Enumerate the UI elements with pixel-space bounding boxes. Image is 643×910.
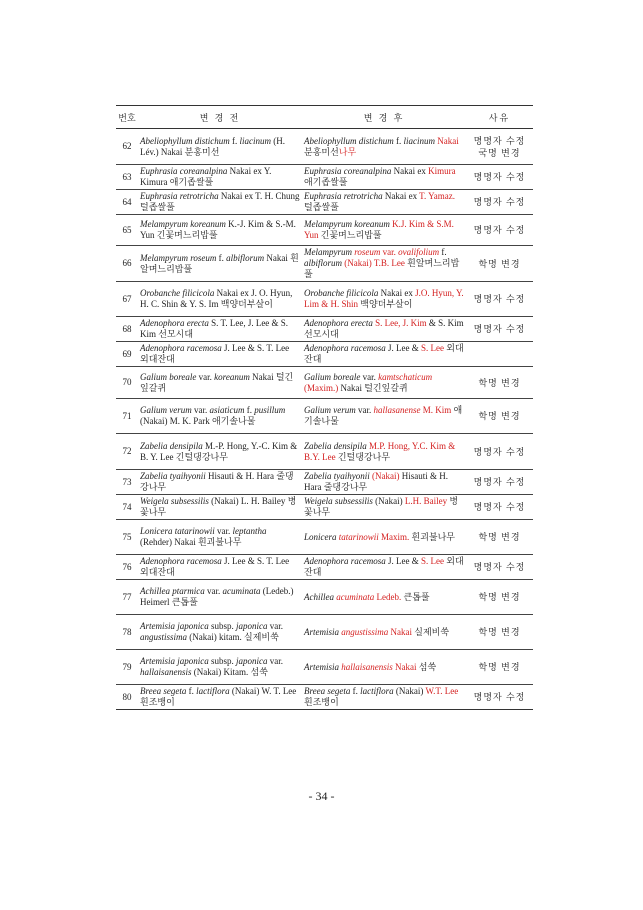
name-text: acuminata bbox=[222, 586, 261, 596]
changed-text: hallasanense bbox=[373, 405, 421, 415]
name-text: Abeliophyllum distichum bbox=[304, 135, 394, 146]
name-text: Lonicera tatarinowii bbox=[140, 526, 215, 536]
name-text: Abeliophyllum distichum bbox=[140, 135, 230, 146]
row-number: 78 bbox=[116, 615, 138, 650]
changed-text: S. Lee bbox=[421, 556, 444, 566]
after-name bbox=[302, 215, 466, 246]
reason-text: 명명자 수정 bbox=[473, 172, 526, 182]
after-name bbox=[302, 555, 466, 580]
changed-text: ovalifolium bbox=[398, 247, 440, 257]
row-number: 80 bbox=[116, 685, 138, 710]
before-name bbox=[138, 215, 302, 246]
name-text: Galium verum bbox=[140, 405, 192, 415]
table-row bbox=[116, 399, 533, 434]
name-text: var. bbox=[191, 405, 210, 415]
table-row bbox=[116, 342, 533, 367]
row-number: 74 bbox=[116, 495, 138, 520]
name-text: Artemisia japonica bbox=[140, 621, 209, 631]
changed-text: J.O. Hyun, Y. Lim & H. Shin bbox=[304, 288, 464, 309]
table-row bbox=[116, 495, 533, 520]
reason-text: 학명 변경 bbox=[478, 627, 521, 637]
name-text: Zabelia densipila bbox=[140, 440, 203, 451]
after-name bbox=[302, 367, 466, 399]
name-text: 외대잔대 bbox=[304, 343, 464, 364]
reason-cell bbox=[466, 215, 533, 246]
reason-cell bbox=[466, 685, 533, 710]
changed-text: Maxim. bbox=[381, 531, 410, 542]
after-name bbox=[302, 650, 466, 685]
changed-text: var. bbox=[380, 247, 399, 257]
changed-text: (Maxim.) bbox=[304, 382, 339, 393]
after-name bbox=[302, 342, 466, 367]
name-text: f. bbox=[439, 247, 447, 257]
table-row bbox=[116, 246, 533, 282]
name-text: pusillum bbox=[254, 405, 286, 415]
name-text: Adenophora erecta bbox=[304, 318, 373, 328]
name-text: (Nakai) Kitam. 섬쑥 bbox=[191, 667, 268, 677]
name-text: japonica bbox=[236, 621, 268, 631]
name-text: Adenophora erecta bbox=[140, 318, 209, 328]
name-text: 흰괴불나무 bbox=[409, 531, 455, 542]
before-name bbox=[138, 246, 302, 282]
name-text: J. Lee & bbox=[385, 556, 421, 566]
name-text: Artemisia bbox=[304, 626, 342, 637]
reason-cell bbox=[466, 650, 533, 685]
name-text: & S. Kim 선모시대 bbox=[304, 318, 464, 339]
name-text: Euphrasia retrotricha bbox=[304, 191, 383, 201]
row-number: 76 bbox=[116, 555, 138, 580]
name-text: (H. Lév.) Nakai 분홍미선 bbox=[140, 135, 285, 157]
name-text: lactiflora bbox=[196, 686, 230, 696]
changed-text: S. Lee bbox=[421, 343, 444, 353]
row-number: 64 bbox=[116, 190, 138, 215]
name-text: M.-P. Hong, Y.-C. Kim & B. Y. Lee 긴털댕강나무 bbox=[140, 440, 298, 462]
reason-text: 명명자 수정 bbox=[473, 225, 526, 235]
name-text: J. Lee & S. T. Lee 외대잔대 bbox=[140, 556, 290, 577]
header-after: 변 경 후 bbox=[302, 106, 466, 129]
reason-cell bbox=[466, 470, 533, 495]
name-text: f. bbox=[350, 686, 361, 696]
name-text: subsp. bbox=[208, 656, 237, 666]
name-text: K.-J. Kim & S.-M. Yun 긴꽃며느리밥풀 bbox=[140, 219, 296, 240]
name-text: 분홍미선 bbox=[304, 146, 339, 157]
name-text: f. bbox=[393, 135, 404, 146]
name-text: J. Lee & S. T. Lee 외대잔대 bbox=[140, 343, 290, 364]
name-text: (Nakai) W. T. Lee 흰조뱅이 bbox=[140, 686, 297, 707]
changed-text: acuminata bbox=[336, 591, 375, 602]
name-text: Zabelia densipila bbox=[304, 440, 367, 451]
name-text: Achillea ptarmica bbox=[140, 586, 205, 596]
changed-text: kamtschaticum bbox=[378, 371, 433, 382]
row-number: 70 bbox=[116, 367, 138, 399]
name-text: angustissima bbox=[140, 632, 188, 642]
before-name bbox=[138, 129, 302, 165]
reason-text: 학명 변경 bbox=[478, 592, 521, 602]
table-row bbox=[116, 580, 533, 615]
after-name bbox=[302, 190, 466, 215]
changed-text: (Nakai) T.B. Lee bbox=[344, 258, 405, 268]
name-text: Euphrasia coreanalpina bbox=[304, 166, 392, 176]
name-text: japonica bbox=[236, 656, 268, 666]
reason-cell bbox=[466, 342, 533, 367]
reason-text: 명명자 수정 bbox=[473, 294, 526, 304]
changed-text: hallaisanensis bbox=[341, 661, 393, 672]
name-text: 애기좁쌀풀 bbox=[304, 177, 348, 187]
name-text: 실제비쑥 bbox=[412, 626, 450, 637]
name-text: Galium verum bbox=[304, 405, 356, 415]
before-name bbox=[138, 342, 302, 367]
changed-text: 나무 bbox=[338, 146, 357, 157]
name-text: f. bbox=[186, 686, 197, 696]
after-name bbox=[302, 399, 466, 434]
table-row bbox=[116, 190, 533, 215]
reason-cell bbox=[466, 282, 533, 317]
table-row bbox=[116, 470, 533, 495]
table-row bbox=[116, 165, 533, 190]
name-text: var. bbox=[267, 656, 284, 666]
reason-cell bbox=[466, 246, 533, 282]
name-text: Achillea bbox=[304, 591, 337, 602]
name-text: koreanum bbox=[214, 371, 250, 382]
row-number: 73 bbox=[116, 470, 138, 495]
name-text: 흰알며느리밥풀 bbox=[304, 258, 460, 279]
reason-cell bbox=[466, 367, 533, 399]
name-text: Galium boreale bbox=[304, 371, 361, 382]
name-text: Artemisia bbox=[304, 661, 342, 672]
name-text: Nakai 흰알며느리밥풀 bbox=[140, 252, 299, 274]
table-row bbox=[116, 555, 533, 580]
row-number: 77 bbox=[116, 580, 138, 615]
reason-text: 명명자 수정 bbox=[473, 502, 526, 512]
before-name bbox=[138, 580, 302, 615]
name-text: J. Lee & bbox=[385, 343, 421, 353]
name-text: 긴꽃며느리밥풀 bbox=[318, 230, 382, 240]
row-number: 72 bbox=[116, 434, 138, 470]
name-text: Melampyrum bbox=[304, 247, 355, 257]
after-name bbox=[302, 165, 466, 190]
reason-text: 명명자 수정 bbox=[473, 324, 526, 334]
after-name bbox=[302, 129, 466, 165]
row-number: 66 bbox=[116, 246, 138, 282]
name-text: 긴털댕강나무 bbox=[335, 451, 391, 462]
table-header-row bbox=[116, 106, 533, 129]
changed-text: T. Yamaz. bbox=[419, 191, 456, 201]
name-text: 흰조뱅이 bbox=[304, 697, 339, 707]
name-text: var. bbox=[204, 586, 223, 596]
name-text: (Nakai) bbox=[372, 496, 405, 506]
name-text: 큰톱풀 bbox=[401, 591, 430, 602]
name-text: 백양더부살이 bbox=[358, 299, 413, 309]
name-text: hallaisanensis bbox=[140, 667, 192, 677]
name-text: Weigela subsessilis bbox=[140, 496, 209, 506]
row-number: 69 bbox=[116, 342, 138, 367]
name-text: (Nakai) M. K. Park 애기솔나물 bbox=[140, 416, 256, 426]
after-name bbox=[302, 470, 466, 495]
name-text: 병꽃나무 bbox=[304, 496, 459, 517]
reason-text: 명명자 수정 bbox=[473, 692, 526, 702]
name-text: Melampyrum roseum bbox=[140, 252, 217, 263]
reason-cell bbox=[466, 190, 533, 215]
changed-text: angustissima bbox=[341, 626, 389, 637]
before-name bbox=[138, 495, 302, 520]
name-text: Zabelia tyaihyonii bbox=[304, 471, 370, 481]
name-text: (Nakai) L. H. Bailey 병꽃나무 bbox=[140, 496, 297, 517]
changed-text: (Nakai) bbox=[372, 471, 400, 481]
changed-text: Nakai bbox=[390, 626, 413, 637]
reason-text: 명명자 수정 bbox=[473, 562, 526, 572]
changed-text: S. Lee, J. Kim bbox=[375, 318, 427, 328]
name-text: f. bbox=[216, 252, 227, 263]
name-text: 섬쑥 bbox=[416, 661, 437, 672]
name-text: Nakai 털긴잎갈퀴 bbox=[140, 371, 294, 393]
name-text: Nakai ex T. H. Chung 털좁쌀풀 bbox=[140, 191, 300, 212]
row-number: 62 bbox=[116, 129, 138, 165]
name-text: 털좁쌀풀 bbox=[304, 202, 339, 212]
before-name bbox=[138, 615, 302, 650]
before-name bbox=[138, 399, 302, 434]
name-text: Nakai 털긴잎갈퀴 bbox=[338, 382, 408, 393]
name-text: Adenophora racemosa bbox=[304, 556, 386, 566]
name-text: albiflorum bbox=[226, 252, 265, 263]
reason-text: 명명자 수정 bbox=[473, 446, 526, 457]
table-row bbox=[116, 615, 533, 650]
name-text: lactiflora bbox=[360, 686, 394, 696]
row-number: 65 bbox=[116, 215, 138, 246]
after-name bbox=[302, 580, 466, 615]
name-text: Galium boreale bbox=[140, 371, 197, 382]
table-row bbox=[116, 650, 533, 685]
name-text: Orobanche filicicola bbox=[304, 288, 379, 298]
header-before: 변 경 전 bbox=[138, 106, 302, 129]
table-row bbox=[116, 282, 533, 317]
name-text: var. bbox=[267, 621, 284, 631]
name-text: var. bbox=[355, 405, 374, 415]
before-name bbox=[138, 190, 302, 215]
row-number: 71 bbox=[116, 399, 138, 434]
after-name bbox=[302, 434, 466, 470]
reason-cell bbox=[466, 615, 533, 650]
name-text: albiflorum bbox=[304, 258, 343, 268]
changed-text: tatarinowii bbox=[338, 531, 379, 542]
changed-text: M.P. Hong, Y.C. Kim & B.Y. Lee bbox=[304, 440, 456, 462]
name-text: liacinum bbox=[239, 135, 271, 146]
changed-text: roseum bbox=[354, 247, 381, 257]
reason-text: 국명 변경 bbox=[478, 147, 521, 158]
changed-text: K.J. Kim & S.M. Yun bbox=[304, 219, 454, 240]
reason-text: 명명자 수정 bbox=[473, 197, 526, 207]
name-text: (Rehder) Nakai 흰괴불나무 bbox=[140, 537, 242, 547]
changed-text: Nakai bbox=[437, 135, 459, 146]
name-text: Breea segeta bbox=[304, 686, 351, 696]
changed-text: Nakai bbox=[395, 661, 417, 672]
before-name bbox=[138, 165, 302, 190]
name-text: Melampyrum koreanum bbox=[304, 219, 390, 229]
row-number: 67 bbox=[116, 282, 138, 317]
name-text: Melampyrum koreanum bbox=[140, 219, 226, 229]
name-text: liacinum bbox=[403, 135, 435, 146]
reason-cell bbox=[466, 520, 533, 555]
reason-cell bbox=[466, 165, 533, 190]
name-text: asiaticum bbox=[209, 405, 245, 415]
row-number: 63 bbox=[116, 165, 138, 190]
row-number: 75 bbox=[116, 520, 138, 555]
name-text: (Nakai) bbox=[393, 686, 426, 696]
name-text: (Nakai) kitam. 실제비쑥 bbox=[187, 632, 279, 642]
changed-text: Ledeb. bbox=[376, 591, 402, 602]
after-name bbox=[302, 685, 466, 710]
changed-text: Kimura bbox=[428, 166, 456, 176]
name-text: Zabelia tyaihyonii bbox=[140, 471, 206, 481]
reason-text: 학명 변경 bbox=[478, 662, 521, 672]
name-text: var. bbox=[214, 526, 233, 536]
reason-cell bbox=[466, 434, 533, 470]
before-name bbox=[138, 317, 302, 342]
reason-cell bbox=[466, 399, 533, 434]
before-name bbox=[138, 434, 302, 470]
reason-text: 학명 변경 bbox=[478, 377, 521, 388]
before-name bbox=[138, 470, 302, 495]
name-text: var. bbox=[196, 371, 215, 382]
reason-text: 명명자 수정 bbox=[473, 135, 526, 146]
reason-text: 명명자 수정 bbox=[473, 477, 526, 487]
reason-cell bbox=[466, 317, 533, 342]
after-name bbox=[302, 317, 466, 342]
name-text: 애기솔나물 bbox=[304, 405, 463, 426]
after-name bbox=[302, 520, 466, 555]
table-row bbox=[116, 215, 533, 246]
changed-text: W.T. Lee bbox=[425, 686, 459, 696]
name-text: Nakai ex J. O. Hyun, H. C. Shin & Y. S. Im 백양더부살이 bbox=[140, 288, 293, 309]
before-name bbox=[138, 367, 302, 399]
name-text: Weigela subsessilis bbox=[304, 496, 373, 506]
before-name bbox=[138, 282, 302, 317]
after-name bbox=[302, 246, 466, 282]
page-number: - 34 - bbox=[308, 789, 335, 803]
name-text: 외대잔대 bbox=[304, 556, 464, 577]
name-text: Adenophora racemosa bbox=[140, 556, 222, 566]
name-text: Nakai ex bbox=[391, 166, 429, 176]
changed-text: L.H. Bailey bbox=[404, 496, 448, 506]
name-text: Adenophora racemosa bbox=[304, 343, 386, 353]
name-text: Orobanche filicicola bbox=[140, 288, 215, 298]
name-text: Hisauti & H. Hara 줄댕강나무 bbox=[140, 471, 294, 492]
table-row bbox=[116, 520, 533, 555]
reason-cell bbox=[466, 129, 533, 165]
name-text: Breea segeta bbox=[140, 686, 187, 696]
table-row bbox=[116, 367, 533, 399]
table-row bbox=[116, 129, 533, 165]
header-number: 번호 bbox=[116, 106, 138, 129]
table-row bbox=[116, 685, 533, 710]
table-row bbox=[116, 434, 533, 470]
name-text: Nakai ex bbox=[378, 288, 416, 298]
after-name bbox=[302, 282, 466, 317]
after-name bbox=[302, 615, 466, 650]
name-text: f. bbox=[229, 135, 240, 146]
name-text: Lonicera bbox=[304, 531, 339, 542]
reason-cell bbox=[466, 495, 533, 520]
name-text: Nakai ex bbox=[382, 191, 420, 201]
name-text: Euphrasia coreanalpina bbox=[140, 166, 228, 176]
before-name bbox=[138, 520, 302, 555]
reason-text: 학명 변경 bbox=[478, 258, 521, 269]
changed-text: M. Kim bbox=[422, 405, 452, 415]
reason-cell bbox=[466, 555, 533, 580]
header-reason: 사유 bbox=[466, 106, 533, 129]
name-text: leptantha bbox=[232, 526, 267, 536]
row-number: 79 bbox=[116, 650, 138, 685]
name-text: Euphrasia retrotricha bbox=[140, 191, 219, 201]
name-text: Adenophora racemosa bbox=[140, 343, 222, 353]
reason-text: 학명 변경 bbox=[478, 411, 521, 421]
name-text: Nakai ex Y. Kimura 애기좁쌀풀 bbox=[140, 166, 272, 187]
row-number: 68 bbox=[116, 317, 138, 342]
name-text: var. bbox=[360, 371, 379, 382]
reason-text: 학명 변경 bbox=[478, 532, 521, 542]
name-text: S. T. Lee, J. Lee & S. Kim 선모시대 bbox=[140, 318, 289, 339]
name-text: subsp. bbox=[208, 621, 237, 631]
table-row bbox=[116, 317, 533, 342]
name-change-table bbox=[116, 105, 533, 710]
before-name bbox=[138, 650, 302, 685]
after-name bbox=[302, 495, 466, 520]
name-text: f. bbox=[244, 405, 255, 415]
name-text: Hisauti & H. Hara 줄댕강나무 bbox=[304, 471, 448, 492]
reason-cell bbox=[466, 580, 533, 615]
before-name bbox=[138, 555, 302, 580]
name-text: Artemisia japonica bbox=[140, 656, 209, 666]
before-name bbox=[138, 685, 302, 710]
name-text: (Ledeb.) Heimerl 큰톱풀 bbox=[140, 586, 294, 607]
